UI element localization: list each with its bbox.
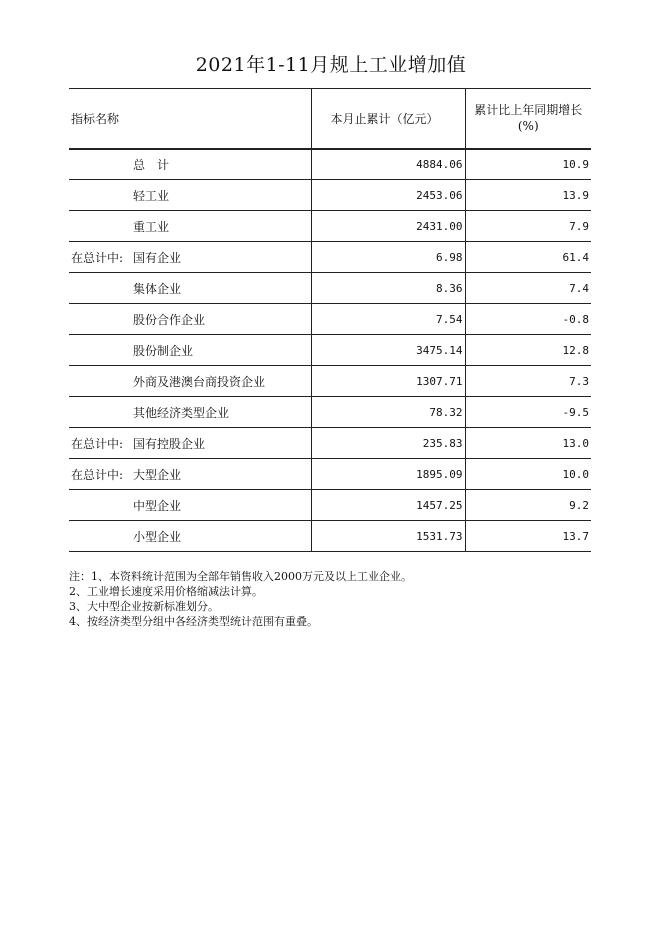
row-growth-rate: 12.8 (465, 335, 591, 366)
header-cumulative-value: 本月止累计（亿元） (311, 89, 465, 149)
row-label: 股份制企业 (133, 343, 194, 358)
row-cumulative-value: 78.32 (311, 397, 465, 428)
row-growth-rate: 7.9 (465, 211, 591, 242)
table-row (69, 304, 591, 335)
row-label: 轻工业 (133, 188, 170, 203)
row-label: 其他经济类型企业 (133, 405, 230, 420)
row-growth-rate: 7.3 (465, 366, 591, 397)
row-cumulative-value: 2453.06 (311, 180, 465, 211)
table-row (69, 397, 591, 428)
row-label: 股份合作企业 (133, 312, 206, 327)
row-indicator-name (69, 149, 311, 180)
row-cumulative-value: 1457.25 (311, 490, 465, 521)
footnotes (69, 569, 629, 629)
row-label: 外商及港澳台商投资企业 (133, 374, 266, 389)
row-cumulative-value: 2431.00 (311, 211, 465, 242)
table-body (69, 149, 591, 552)
row-indicator-name (69, 242, 311, 273)
table-row (69, 521, 591, 552)
row-indicator-name (69, 273, 311, 304)
table-row (69, 149, 591, 180)
row-cumulative-value: 4884.06 (311, 149, 465, 180)
header-growth-line2: (%) (517, 119, 539, 134)
table-row (69, 242, 591, 273)
row-label: 大型企业 (133, 467, 182, 482)
row-label: 总 计 (133, 157, 170, 172)
row-label: 重工业 (133, 219, 170, 234)
footnote-3: 3、大中型企业按新标准划分。 (69, 600, 219, 613)
row-cumulative-value: 7.54 (311, 304, 465, 335)
header-indicator-name: 指标名称 (69, 89, 311, 149)
row-group-prefix: 在总计中: (71, 467, 124, 482)
row-growth-rate: -9.5 (465, 397, 591, 428)
row-cumulative-value: 1531.73 (311, 521, 465, 552)
table-row (69, 490, 591, 521)
row-growth-rate: 9.2 (465, 490, 591, 521)
table-row (69, 273, 591, 304)
row-cumulative-value: 235.83 (311, 428, 465, 459)
table-row (69, 211, 591, 242)
table-row (69, 366, 591, 397)
row-label: 中型企业 (133, 498, 182, 513)
footnote-2: 2、工业增长速度采用价格缩减法计算。 (69, 585, 263, 598)
row-growth-rate: 13.9 (465, 180, 591, 211)
row-indicator-name (69, 459, 311, 490)
table-row (69, 180, 591, 211)
footnote-1: 注：1、本资料统计范围为全部年销售收入2000万元及以上工业企业。 (69, 570, 412, 583)
row-indicator-name (69, 304, 311, 335)
row-label: 国有企业 (133, 250, 182, 265)
table-row (69, 428, 591, 459)
row-group-prefix: 在总计中: (71, 250, 124, 265)
row-indicator-name (69, 180, 311, 211)
row-group-prefix: 在总计中: (71, 436, 124, 451)
row-growth-rate: 10.0 (465, 459, 591, 490)
row-growth-rate: 61.4 (465, 242, 591, 273)
row-cumulative-value: 3475.14 (311, 335, 465, 366)
row-growth-rate: 7.4 (465, 273, 591, 304)
row-indicator-name (69, 428, 311, 459)
row-indicator-name (69, 397, 311, 428)
row-growth-rate: 13.7 (465, 521, 591, 552)
row-label: 国有控股企业 (133, 436, 206, 451)
row-indicator-name (69, 521, 311, 552)
row-label: 集体企业 (133, 281, 182, 296)
row-cumulative-value: 8.36 (311, 273, 465, 304)
table-header-row (69, 89, 591, 149)
row-growth-rate: 10.9 (465, 149, 591, 180)
header-growth-line1: 累计比上年同期增长 (474, 103, 583, 118)
industrial-value-table (69, 88, 591, 552)
header-growth-rate (465, 89, 591, 149)
row-cumulative-value: 1895.09 (311, 459, 465, 490)
row-indicator-name (69, 366, 311, 397)
row-cumulative-value: 6.98 (311, 242, 465, 273)
row-indicator-name (69, 211, 311, 242)
row-growth-rate: 13.0 (465, 428, 591, 459)
row-indicator-name (69, 335, 311, 366)
footnote-4: 4、按经济类型分组中各经济类型统计范围有重叠。 (69, 615, 318, 628)
row-indicator-name (69, 490, 311, 521)
row-cumulative-value: 1307.71 (311, 366, 465, 397)
table-row (69, 459, 591, 490)
row-growth-rate: -0.8 (465, 304, 591, 335)
table-row (69, 335, 591, 366)
page-title: 2021年1-11月规上工业增加值 (195, 54, 467, 76)
row-label: 小型企业 (133, 529, 182, 544)
